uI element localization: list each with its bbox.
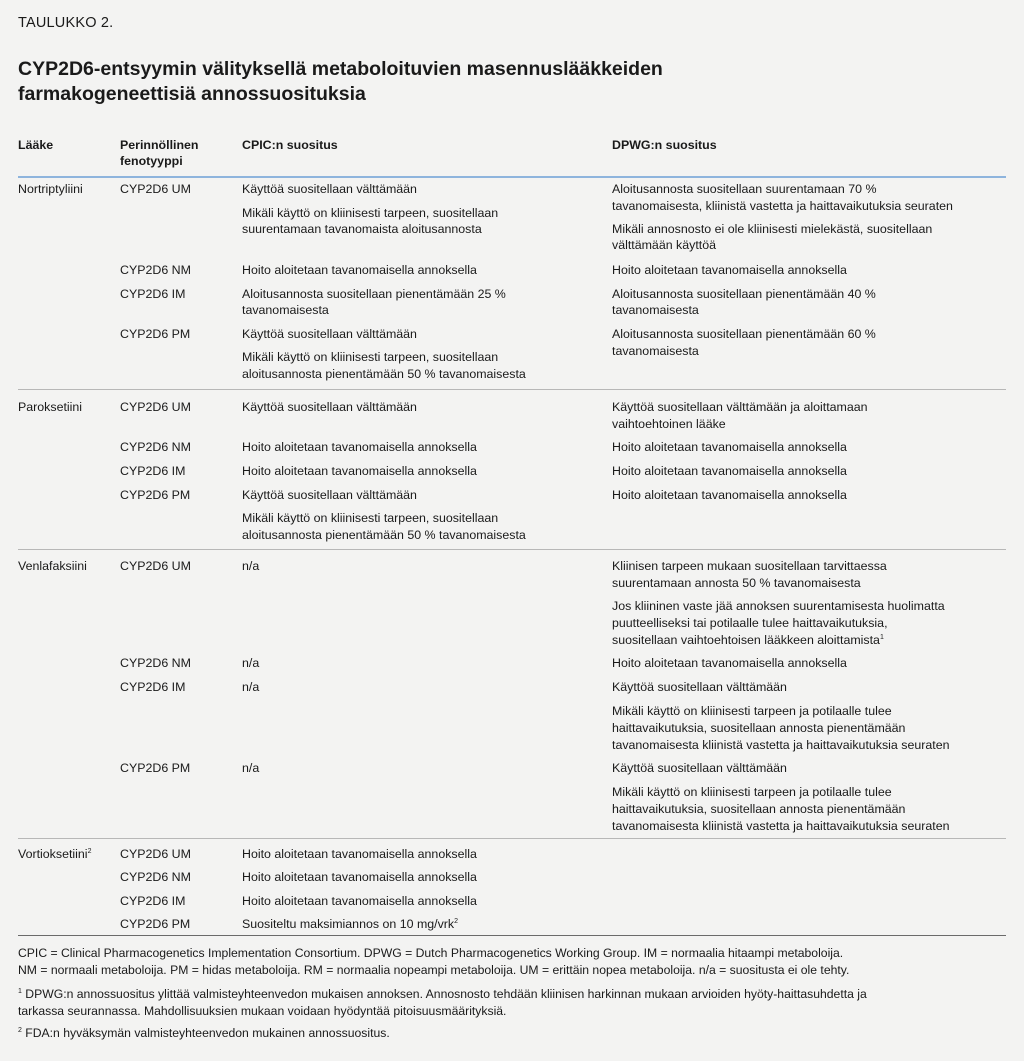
dpwg-text: puutteelliseksi tai potilaalle tulee haittavaikutuksia, [612, 616, 888, 630]
phenotype: CYP2D6 IM [120, 464, 186, 478]
dpwg-text: Aloitusannosta suositellaan pienentämään 60 % [612, 327, 876, 341]
dpwg-text: Aloitusannosta suositellaan suurentamaan 70 % [612, 182, 877, 196]
cpic-text: Hoito aloitetaan tavanomaisella annoksella [242, 870, 477, 884]
cpic-text: Mikäli käyttö on kliinisesti tarpeen, suositellaan [242, 206, 499, 220]
dpwg-text: Kliinisen tarpeen mukaan suositellaan tarvittaessa [612, 559, 887, 573]
cpic-text: Mikäli käyttö on kliinisesti tarpeen, suositellaan [242, 350, 499, 364]
dpwg-text: Mikäli käyttö on kliinisesti tarpeen ja potilaalle tulee [612, 785, 892, 799]
dpwg-text: Käyttöä suositellaan välttämään ja aloittamaan [612, 400, 868, 414]
dpwg-text: suurentamaan annosta 50 % tavanomaisesta [612, 576, 861, 590]
phenotype: CYP2D6 IM [120, 894, 186, 908]
cpic-text: n/a [242, 656, 260, 670]
cpic-text: Hoito aloitetaan tavanomaisella annoksella [242, 440, 477, 454]
phenotype: CYP2D6 NM [120, 440, 191, 454]
cpic-text: Suositeltu maksimiannos on 10 mg/vrk$^2$ [242, 917, 459, 931]
dpwg-text: tavanomaisesta kliinistä vastetta ja haittavaikutuksia seuraten [612, 819, 950, 833]
cpic-text: Hoito aloitetaan tavanomaisella annoksella [242, 263, 477, 277]
cpic-text: Käyttöä suositellaan välttämään [242, 488, 417, 502]
table-title [18, 57, 918, 107]
dpwg-text: Mikäli käyttö on kliinisesti tarpeen ja potilaalle tulee [612, 704, 892, 718]
cpic-text: aloitusannosta pienentämään 50 % tavanomaisesta [242, 367, 526, 381]
dpwg-text: Mikäli annosnosto ei ole kliinisesti mielekästä, suositellaan [612, 222, 933, 236]
dpwg-text: tavanomaisesta kliinistä vastetta ja haittavaikutuksia seuraten [612, 738, 950, 752]
abbreviations: CPIC = Clinical Pharmacogenetics Implementation Consortium. DPWG = Dutch Pharmacogenetics Working Group. IM = normaalia hitaampi metaboloija. NM = normaali metaboloija. PM = hidas metaboloija. RM = normaalia nopeampi metaboloija. UM = erittäin nopea metaboloija. n/a = suositusta ei ole tehty. [18, 946, 850, 977]
table-bottom-rule [18, 935, 1006, 936]
phenotype: CYP2D6 UM [120, 182, 191, 196]
drug-name: Vortioksetiini$^2$ [18, 847, 92, 861]
phenotype: CYP2D6 NM [120, 870, 191, 884]
drug-name: Venlafaksiini [18, 559, 87, 573]
dpwg-text: Hoito aloitetaan tavanomaisella annoksella [612, 440, 847, 454]
group-divider [18, 838, 1006, 839]
dpwg-text: Hoito aloitetaan tavanomaisella annoksella [612, 488, 847, 502]
phenotype: CYP2D6 NM [120, 263, 191, 277]
dpwg-text: Aloitusannosta suositellaan pienentämään 40 % [612, 287, 876, 301]
header-dpwg: DPWG:n suositus [612, 138, 717, 152]
header-drug: Lääke [18, 138, 54, 152]
dpwg-text: suositellaan vaihtoehtoisen lääkkeen aloittamista$^1$ [612, 633, 884, 647]
dpwg-text: Hoito aloitetaan tavanomaisella annoksella [612, 656, 847, 670]
header-divider [18, 176, 1006, 178]
dpwg-text: tavanomaisesta, kliinistä vastetta ja haittavaikutuksia seuraten [612, 199, 953, 213]
cpic-text: n/a [242, 761, 260, 775]
cpic-text: tavanomaisesta [242, 303, 329, 317]
footnote-ref: 1 [879, 634, 884, 641]
cpic-text: Käyttöä suositellaan välttämään [242, 182, 417, 196]
dpwg-text: Hoito aloitetaan tavanomaisella annoksella [612, 464, 847, 478]
dpwg-text: Käyttöä suositellaan välttämään [612, 761, 787, 775]
cpic-text: Hoito aloitetaan tavanomaisella annoksella [242, 894, 477, 908]
dpwg-text: välttämään käyttöä [612, 238, 717, 252]
phenotype: CYP2D6 UM [120, 847, 191, 861]
dpwg-text: Jos kliininen vaste jää annoksen suurentamisesta huolimatta [612, 599, 945, 613]
dpwg-text: haittavaikutuksia, suositellaan annosta pienentämään [612, 802, 906, 816]
phenotype: CYP2D6 PM [120, 917, 191, 931]
dpwg-text: tavanomaisesta [612, 344, 699, 358]
table-label: TAULUKKO 2. [18, 15, 114, 31]
phenotype: CYP2D6 PM [120, 488, 191, 502]
footnote-ref: 2 [454, 918, 459, 925]
header-cpic: CPIC:n suositus [242, 138, 338, 152]
cpic-text: Hoito aloitetaan tavanomaisella annoksella [242, 847, 477, 861]
dpwg-text: Käyttöä suositellaan välttämään [612, 680, 787, 694]
phenotype: CYP2D6 UM [120, 400, 191, 414]
phenotype: CYP2D6 PM [120, 327, 191, 341]
drug-name: Nortriptyliini [18, 182, 83, 196]
footnote-1: $^1$ DPWG:n annossuositus ylittää valmisteyhteenvedon mukaisen annoksen. Annosnosto tehdään kliinisen harkinnan mukaan arvioiden hyöty-haittasuhdetta ja tarkassa seurannassa. Mahdollisuuksien mukaan voidaan hyödyntää pitoisuusmäärityksiä. [18, 987, 867, 1018]
title-line-1: CYP2D6-entsyymin välityksellä metaboloituvien masennuslääkkeiden [18, 58, 663, 80]
dpwg-text: Hoito aloitetaan tavanomaisella annoksella [612, 263, 847, 277]
phenotype: CYP2D6 IM [120, 287, 186, 301]
group-divider [18, 389, 1006, 390]
phenotype: CYP2D6 IM [120, 680, 186, 694]
group-divider [18, 549, 1006, 550]
cpic-text: Mikäli käyttö on kliinisesti tarpeen, suositellaan [242, 511, 499, 525]
cpic-text: n/a [242, 680, 260, 694]
cpic-text: aloitusannosta pienentämään 50 % tavanomaisesta [242, 528, 526, 542]
header-phenotype: Perinnöllinen fenotyyppi [120, 138, 199, 168]
dpwg-text: tavanomaisesta [612, 303, 699, 317]
cpic-text: Käyttöä suositellaan välttämään [242, 400, 417, 414]
dpwg-text: haittavaikutuksia, suositellaan annosta pienentämään [612, 721, 906, 735]
phenotype: CYP2D6 PM [120, 761, 191, 775]
dpwg-text: vaihtoehtoinen lääke [612, 417, 726, 431]
phenotype: CYP2D6 UM [120, 559, 191, 573]
cpic-text: Hoito aloitetaan tavanomaisella annoksella [242, 464, 477, 478]
footnote-ref: 2 [87, 848, 92, 855]
cpic-text: suurentamaan tavanomaista aloitusannosta [242, 222, 482, 236]
cpic-text: Käyttöä suositellaan välttämään [242, 327, 417, 341]
cpic-text: n/a [242, 559, 260, 573]
title-line-2: farmakogeneettisiä annossuosituksia [18, 83, 366, 105]
drug-name: Paroksetiini [18, 400, 83, 414]
phenotype: CYP2D6 NM [120, 656, 191, 670]
cpic-text: Aloitusannosta suositellaan pienentämään 25 % [242, 287, 506, 301]
footnote-2: $^2$ FDA:n hyväksymän valmisteyhteenvedon mukainen annossuositus. [18, 1026, 390, 1040]
